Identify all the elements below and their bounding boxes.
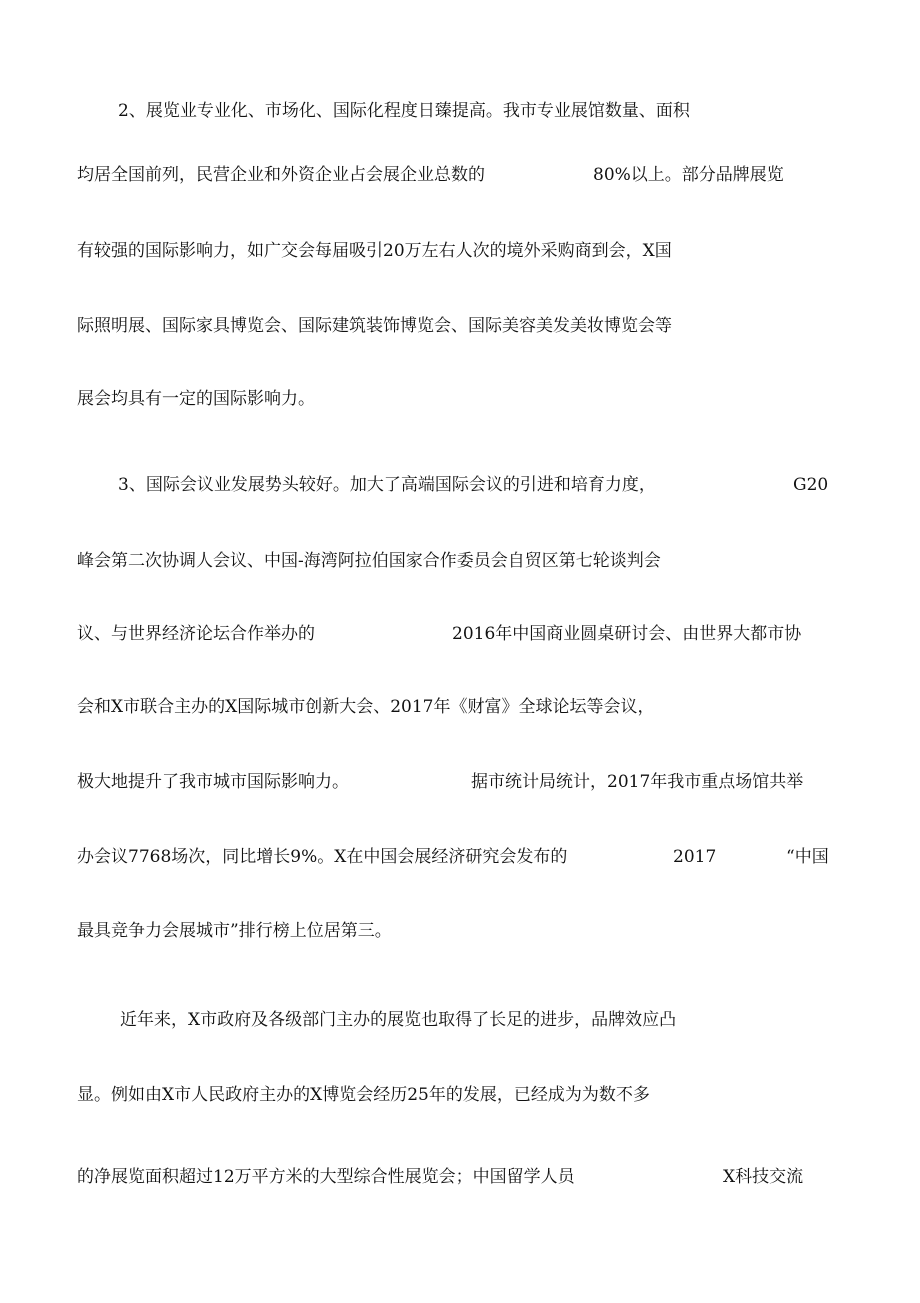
paragraph-3-line-6 (0, 842, 920, 872)
text-segment: 据市统计局统计，2017年我市重点场馆共举 (471, 772, 804, 792)
text-segment: 2、展览业专业化、市场化、国际化程度日臻提高。我市专业展馆数量、面积 (118, 101, 690, 121)
paragraph-4-line-1 (0, 1005, 920, 1035)
paragraph-3-line-3 (0, 619, 920, 649)
paragraph-3-line-2 (0, 546, 920, 576)
text-segment: 显。例如由X市人民政府主办的X博览会经历25年的发展，已经成为为数不多 (77, 1085, 650, 1105)
text-segment: 峰会第二次协调人会议、中国-海湾阿拉伯国家合作委员会自贸区第七轮谈判会 (77, 551, 661, 571)
text-segment: 均居全国前列，民营企业和外资企业占会展企业总数的 (77, 165, 485, 185)
paragraph-4-line-2 (0, 1080, 920, 1110)
text-segment: 3、国际会议业发展势头较好。加大了高端国际会议的引进和培育力度， (118, 475, 656, 495)
paragraph-2-line-5 (0, 384, 920, 414)
text-segment: 办会议7768场次，同比增长9%。X在中国会展经济研究会发布的 (77, 847, 568, 867)
paragraph-2-line-3 (0, 236, 920, 266)
text-segment: 的净展览面积超过12万平方米的大型综合性展览会；中国留学人员 (77, 1167, 575, 1187)
text-segment: 近年来，X市政府及各级部门主办的展览也取得了长足的进步，品牌效应凸 (120, 1010, 677, 1030)
paragraph-3-line-4 (0, 692, 920, 722)
text-segment: 有较强的国际影响力，如广交会每届吸引20万左右人次的境外采购商到会，X国 (77, 241, 672, 261)
text-segment: 议、与世界经济论坛合作举办的 (77, 624, 315, 644)
text-segment: 极大地提升了我市城市国际影响力。 (77, 772, 349, 792)
text-segment: 80%以上。部分品牌展览 (593, 165, 784, 185)
paragraph-3-line-5 (0, 767, 920, 797)
paragraph-2-line-2 (0, 160, 920, 190)
text-segment: 最具竞争力会展城市”排行榜上位居第三。 (77, 921, 392, 941)
text-segment: X科技交流 (723, 1167, 804, 1187)
paragraph-3-line-7 (0, 916, 920, 946)
text-segment: 际照明展、国际家具博览会、国际建筑装饰博览会、国际美容美发美妆博览会等 (77, 316, 672, 336)
text-segment: 展会均具有一定的国际影响力。 (77, 389, 315, 409)
paragraph-2-line-4 (0, 311, 920, 341)
text-segment: G20 (793, 475, 829, 495)
paragraph-3-line-1 (0, 470, 920, 500)
text-segment: 会和X市联合主办的X国际城市创新大会、2017年《财富》全球论坛等会议， (77, 697, 655, 717)
paragraph-4-line-3 (0, 1162, 920, 1192)
text-segment: 2016年中国商业圆桌研讨会、由世界大都市协 (452, 624, 802, 644)
text-segment: 2017 (673, 847, 717, 867)
paragraph-2-line-1 (0, 96, 920, 126)
text-segment: “中国 (786, 847, 829, 867)
